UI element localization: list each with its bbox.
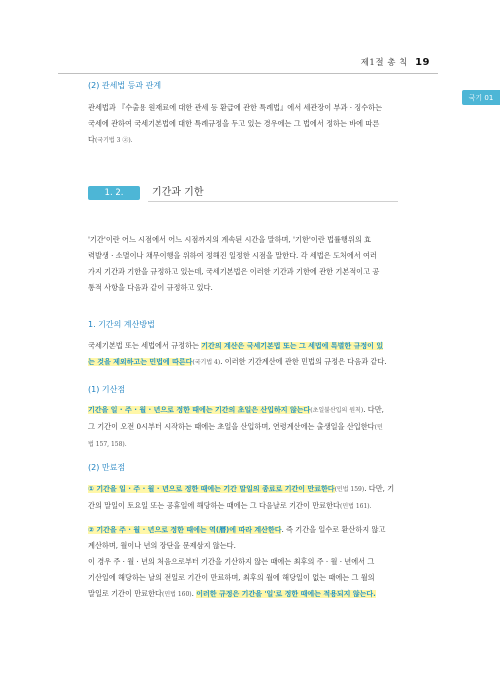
intro-line-4: 통적 사항을 다음과 같이 규정하고 있다. — [88, 283, 213, 292]
calc-text-pre: 국세기본법 또는 세법에서 규정하는 — [88, 341, 202, 350]
calculation-paragraph — [88, 338, 440, 371]
end-line-b4: 기산일에 해당하는 날의 전일로 기간이 만료하며, 최후의 월에 해당일이 없는 때에는 그 월의 — [88, 573, 375, 582]
intro-paragraph — [88, 232, 440, 296]
end-highlight-3: 이러한 규정은 기간을 '일'로 정한 때에는 적용되지 않는다. — [196, 590, 376, 598]
end-text-1: . 다만, 기 — [364, 484, 395, 493]
customs-ref: (국기법 3 ②). — [94, 137, 133, 144]
calc-text-post: . 이러한 기간계산에 관한 민법의 규정은 다음과 같다. — [220, 357, 387, 366]
intro-line-1: '기간'이란 어느 시점에서 어느 시점까지의 계속된 시간을 말하며, '기한'이란 법률행위의 효 — [88, 235, 371, 244]
start-text-post: . 다만, — [363, 405, 384, 414]
end-highlight-2: ② 기간을 주 · 월 · 년으로 정한 때에는 역(曆)에 따라 계산한다 — [88, 526, 282, 534]
end-ref-2: (민법 161). — [339, 503, 372, 510]
section-rule — [148, 201, 398, 202]
start-ref-2: (민 — [374, 424, 383, 431]
section-title: 기간과 기한 — [152, 187, 204, 198]
end-paragraph-b — [88, 522, 440, 603]
customs-line-3: 다 — [88, 135, 95, 144]
running-header — [361, 56, 430, 68]
end-line-b3: 이 경우 주 · 월 · 년의 처음으로부터 기간을 기산하지 않는 때에는 최후의 주 · 월 · 년에서 그 — [88, 557, 375, 566]
page-number: 19 — [415, 57, 430, 68]
end-ref-1: (민법 159) — [334, 486, 365, 493]
header-rule — [58, 73, 438, 74]
subsection-heading-end: (2) 만료점 — [88, 463, 126, 472]
end-paragraph-a — [88, 481, 440, 515]
subsection-heading-customs: (2) 관세법 등과 관계 — [88, 81, 162, 90]
section-number-badge: 1. 2. — [88, 186, 140, 200]
end-line-b2: 계산하며, 월이나 년의 장단을 문제삼지 않는다. — [88, 541, 236, 550]
end-text-2: . 즉 기간을 일수로 환산하지 않고 — [281, 525, 386, 534]
start-ref-1: (초일불산입의 원칙) — [310, 407, 364, 414]
customs-line-1: 관세법과 『수출용 원재료에 대한 관세 등 환급에 관한 특례법』에서 세관장이 부과 · 징수하는 — [88, 103, 383, 112]
chapter-side-tab: 국기 01 — [462, 90, 500, 105]
start-ref-3: 법 157, 158). — [88, 441, 127, 448]
end-line-b5: 말일로 기간이 만료한다 — [88, 589, 163, 598]
customs-line-2: 국세에 관하여 국세기본법에 대한 특례규정을 두고 있는 경우에는 그 법에서 정하는 바에 따른 — [88, 119, 380, 128]
calc-highlight-1: 기간의 계산은 국세기본법 또는 그 세법에 특별한 규정이 있 — [201, 342, 384, 350]
start-line-2: 그 기간이 오전 0시부터 시작하는 때에는 초일을 산입하며, 연령계산에는 출생일을 산입한다 — [88, 422, 375, 431]
subsection-heading-calculation: 1. 기간의 계산방법 — [88, 320, 155, 329]
end-line-2: 간의 말일이 토요일 또는 공휴일에 해당하는 때에는 그 다음날로 기간이 만료한다 — [88, 501, 340, 510]
end-highlight-1: ① 기간을 일 · 주 · 월 · 년으로 정한 때에는 기간 말일의 종료로 기간이 만료한다 — [88, 485, 335, 493]
calc-ref: (국기법 4) — [192, 359, 221, 366]
start-highlight: 기간을 일 · 주 · 월 · 년으로 정한 때에는 기간의 초일은 산입하지 않는다 — [88, 406, 311, 414]
customs-paragraph — [88, 100, 440, 149]
intro-line-3: 가지 기간과 기한을 규정하고 있는데, 국세기본법은 이러한 기간과 기한에 관한 기본적이고 공 — [88, 267, 380, 276]
end-text-3: . — [191, 589, 197, 598]
intro-line-2: 력발생 · 소멸이나 채무이행을 위하여 정해진 일정한 시점을 말한다. 각 세법은 도처에서 여러 — [88, 251, 377, 260]
subsection-heading-start: (1) 기산점 — [88, 385, 126, 394]
chapter-label: 제1절 총 칙 — [360, 58, 408, 68]
end-ref-3: (민법 160) — [162, 591, 192, 598]
start-paragraph — [88, 402, 440, 453]
calc-highlight-2: 는 것을 제외하고는 민법에 따른다 — [88, 358, 193, 366]
